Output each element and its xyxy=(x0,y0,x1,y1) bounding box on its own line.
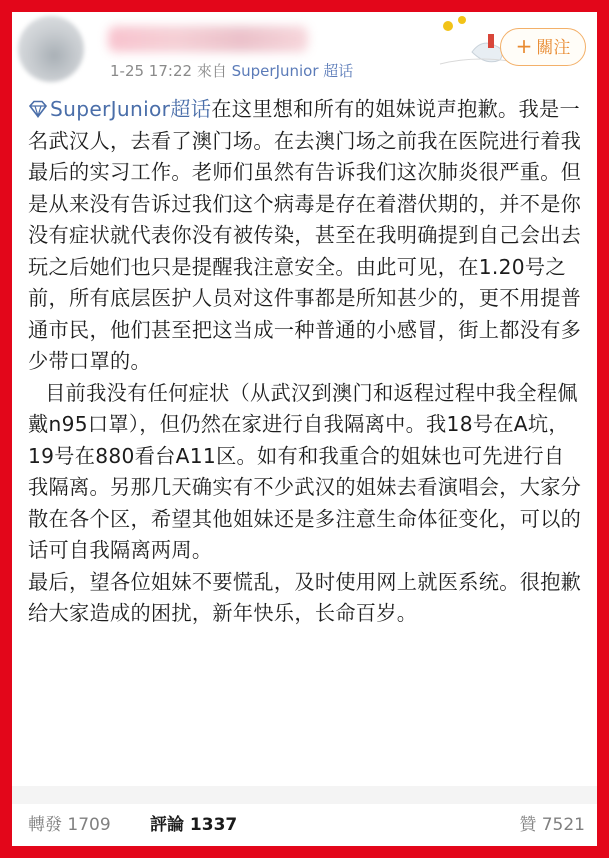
comment-button[interactable]: 評論 1337 xyxy=(150,815,238,835)
separator-band xyxy=(12,786,597,804)
post-paragraph-2: 目前我没有任何症状（从武汉到澳门和返程过程中我全程佩戴n95口罩），但仍然在家进行自我隔离中。我18号在A坑，19号在880看台A11区。如有和我重合的姐妹也可先进行自我隔离。另那几天确实有不少武汉的姐妹去看演唱会，大家分散在各个区，希望其他姐妹还是多注意生命体征变化，可以的话可自我隔离两周。 xyxy=(28,380,582,562)
username-blurred[interactable] xyxy=(108,26,308,52)
post-source-label: 來自 xyxy=(196,62,227,80)
post-date: 1-25 17:22 xyxy=(110,62,193,80)
weibo-post-card xyxy=(12,12,597,846)
like-button[interactable]: 贊 7521 xyxy=(519,815,585,835)
action-bar xyxy=(12,804,597,846)
avatar[interactable] xyxy=(18,16,84,82)
repost-button[interactable]: 轉發 1709 xyxy=(28,815,111,835)
follow-button[interactable]: + 關注 xyxy=(500,28,586,66)
plus-icon: + xyxy=(515,34,533,58)
post-source-topic[interactable]: SuperJunior 超话 xyxy=(231,62,354,80)
post-paragraph-3: 最后，望各位姐妹不要慌乱，及时使用网上就医系统。很抱歉给大家造成的困扰，新年快乐，长命百岁。 xyxy=(28,569,582,625)
post-body xyxy=(28,94,584,630)
post-paragraph-1: SuperJunior超话在这里想和所有的姐妹说声抱歉。我是一名武汉人，去看了澳门场。在去澳门场之前我在医院进行着我最后的实习工作。老师们虽然有告诉我们这次肺炎很严重。但是从来没有告诉过我们这个病毒是存在着潜伏期的，并不是你没有症状就代表你没有被传染，甚至在我明确提到自己会出去玩之后她们也只是提醒我注意安全。由此可见，在1.20号之前，所有底层医护人员对这件事都是所知甚少的，更不用提普通市民，他们甚至把这当成一种普通的小感冒，街上都没有多少带口罩的。 xyxy=(28,97,582,373)
diamond-icon xyxy=(28,100,48,118)
topic-link[interactable]: SuperJunior超话 xyxy=(28,97,211,121)
post-meta xyxy=(110,60,353,81)
